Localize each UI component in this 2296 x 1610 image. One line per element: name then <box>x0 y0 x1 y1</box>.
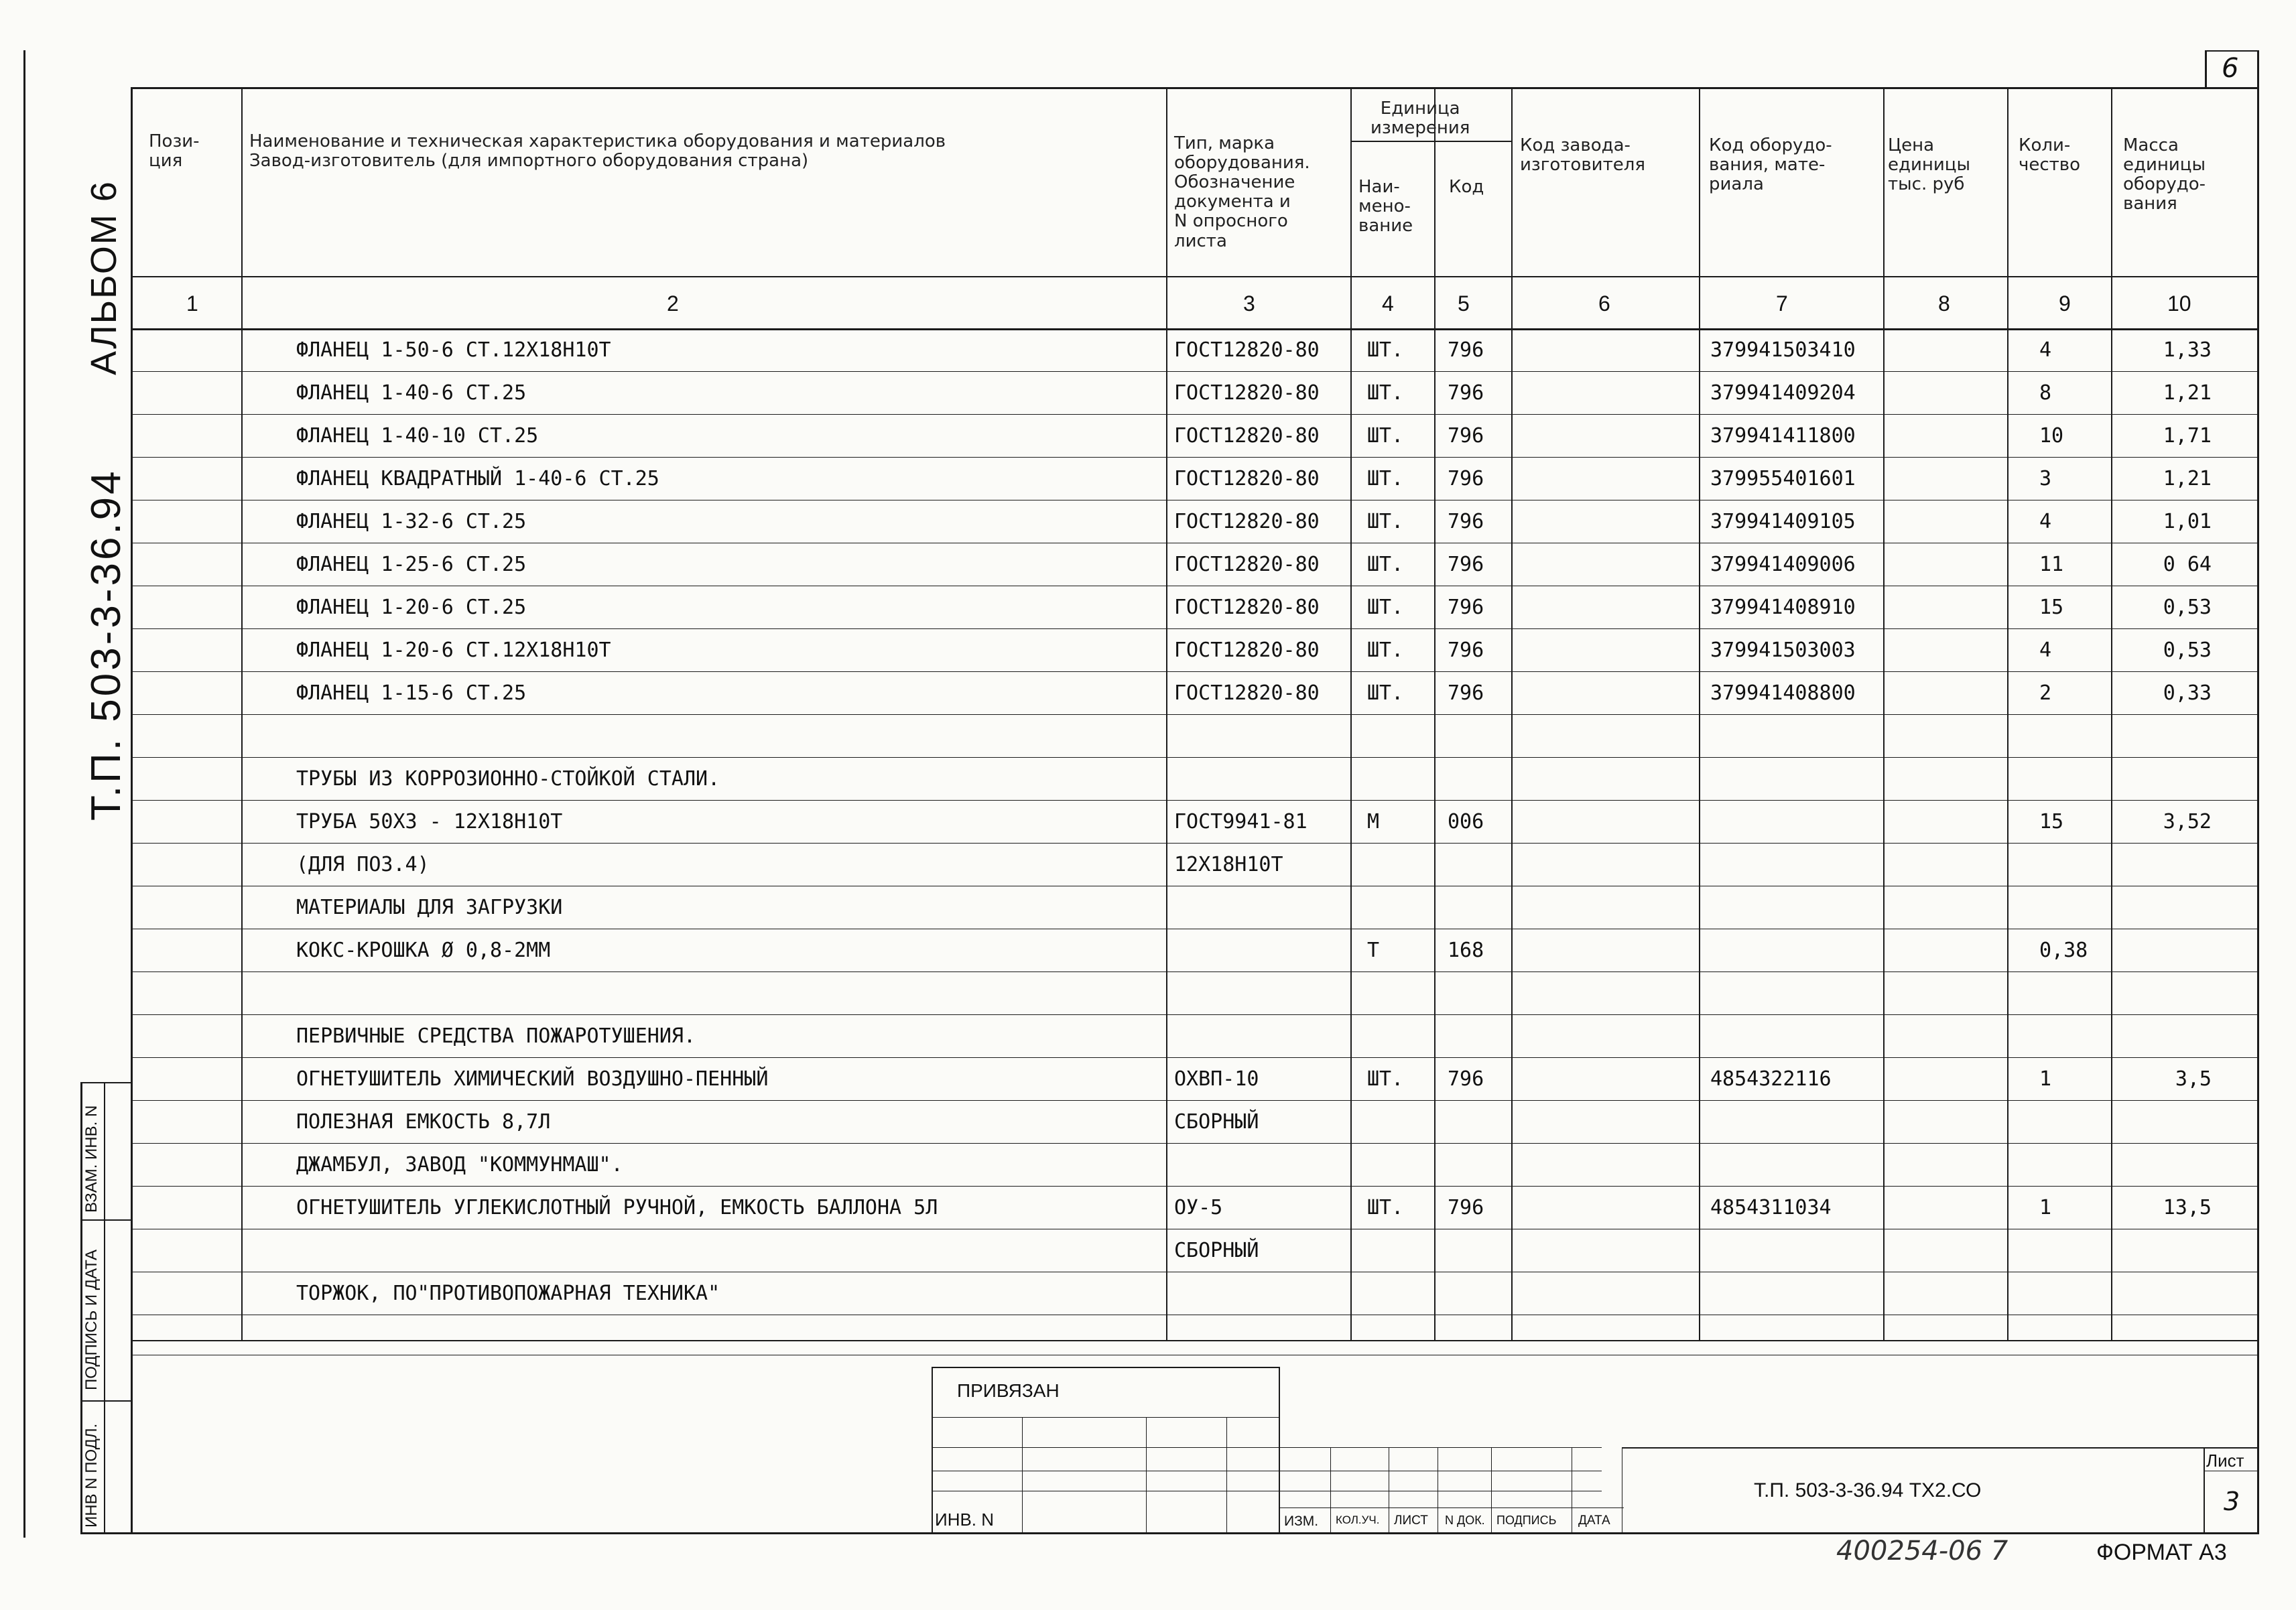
row-equip-code: 379941408800 <box>1710 681 1856 705</box>
row-name: ФЛАНЕЦ 1-50-6 СТ.12Х18Н10Т <box>296 338 611 362</box>
row-unit-code: 796 <box>1448 467 1484 490</box>
row-unit-code: 168 <box>1448 939 1484 962</box>
col7-header-line1: Код оборудо- <box>1709 135 1832 155</box>
col3-header-line1: Тип, марка <box>1174 133 1275 153</box>
row-name: (ДЛЯ ПОЗ.4) <box>296 853 430 876</box>
row-qty: 15 <box>2039 596 2064 619</box>
row-type: ГОСТ12820-80 <box>1174 639 1320 662</box>
col4-header-line3: вание <box>1358 216 1413 237</box>
row-unit: ШТ. <box>1367 381 1404 405</box>
sheet-number: 3 <box>2224 1487 2240 1516</box>
row-type: 12Х18Н10Т <box>1174 853 1283 876</box>
row-name: МАТЕРИАЛЫ ДЛЯ ЗАГРУЗКИ <box>296 896 563 919</box>
col3-header-line4: документа и <box>1174 192 1291 212</box>
row-mass: 1,21 <box>2163 381 2212 405</box>
row-mass: 0,33 <box>2163 681 2212 705</box>
row-mass: 1,01 <box>2163 510 2212 533</box>
privyazan-label: ПРИВЯЗАН <box>957 1380 1060 1401</box>
col3-header-line2: оборудования. <box>1174 153 1310 174</box>
col8-header-line1: Цена <box>1888 135 1935 155</box>
row-qty: 0,38 <box>2039 939 2088 962</box>
col9-header-line2: чество <box>2019 155 2081 176</box>
row-equip-code: 379941411800 <box>1710 424 1856 448</box>
row-unit-code: 796 <box>1448 338 1484 362</box>
col8-header-line3: тыс. руб <box>1888 174 1965 195</box>
row-qty: 10 <box>2039 424 2064 448</box>
colnum-7: 7 <box>1776 291 1788 316</box>
col4-header-line2: мено- <box>1358 196 1411 217</box>
unit-group-line1: Единица <box>1380 98 1460 119</box>
row-unit-code: 796 <box>1448 1196 1484 1219</box>
row-mass: 13,5 <box>2163 1196 2212 1219</box>
row-name: ФЛАНЕЦ 1-20-6 СТ.25 <box>296 596 527 619</box>
row-name: ТРУБА 50Х3 - 12Х18Н10Т <box>296 810 563 833</box>
row-equip-code: 379941408910 <box>1710 596 1856 619</box>
col4-header-line1: Наи- <box>1358 177 1400 197</box>
sheet-corner-number: 6 <box>2222 53 2239 84</box>
row-qty: 2 <box>2039 681 2052 705</box>
n-dok-label: N ДОК. <box>1445 1514 1485 1527</box>
row-type: ГОСТ12820-80 <box>1174 381 1320 405</box>
row-unit-code: 796 <box>1448 424 1484 448</box>
row-unit-code: 796 <box>1448 596 1484 619</box>
podpis-label: ПОДПИСЬ <box>1496 1514 1557 1527</box>
row-type: ГОСТ9941-81 <box>1174 810 1308 833</box>
row-mass: 3,5 <box>2175 1067 2212 1091</box>
row-mass: 1,21 <box>2163 467 2212 490</box>
row-equip-code: 4854311034 <box>1710 1196 1832 1219</box>
row-mass: 3,52 <box>2163 810 2212 833</box>
row-equip-code: 379941409204 <box>1710 381 1856 405</box>
format-label: ФОРМАТ А3 <box>2096 1540 2227 1565</box>
col9-header-line1: Коли- <box>2019 135 2071 155</box>
row-unit: ШТ. <box>1367 639 1404 662</box>
row-type: ГОСТ12820-80 <box>1174 338 1320 362</box>
row-equip-code: 4854322116 <box>1710 1067 1832 1091</box>
col3-header-line3: Обозначение <box>1174 172 1295 193</box>
colnum-2: 2 <box>667 291 679 316</box>
row-name: ФЛАНЕЦ 1-40-6 СТ.25 <box>296 381 527 405</box>
colnum-3: 3 <box>1243 291 1255 316</box>
row-unit-code: 796 <box>1448 1067 1484 1091</box>
row-unit-code: 796 <box>1448 553 1484 576</box>
colnum-8: 8 <box>1938 291 1950 316</box>
row-qty: 3 <box>2039 467 2052 490</box>
row-name: ПЕРВИЧНЫЕ СРЕДСТВА ПОЖАРОТУШЕНИЯ. <box>296 1024 696 1048</box>
row-type: ОХВП-10 <box>1174 1067 1259 1091</box>
row-equip-code: 379941503410 <box>1710 338 1856 362</box>
row-qty: 4 <box>2039 338 2052 362</box>
col10-header-line2: единицы <box>2123 155 2206 176</box>
row-mass: 1,71 <box>2163 424 2212 448</box>
stamp-podpis-label: ПОДПИСЬ И ДАТА <box>82 1249 101 1390</box>
row-name: ОГНЕТУШИТЕЛЬ ХИМИЧЕСКИЙ ВОЗДУШНО-ПЕННЫЙ <box>296 1067 769 1091</box>
col3-header-line5: N опросного <box>1174 211 1288 232</box>
col1-header: Пози- ция <box>149 131 200 172</box>
row-equip-code: 379955401601 <box>1710 467 1856 490</box>
col2-header-line1: Наименование и техническая характеристика оборудования и материалов <box>249 131 946 151</box>
row-type: ГОСТ12820-80 <box>1174 424 1320 448</box>
col6-header-line2: изготовителя <box>1520 155 1645 176</box>
row-unit: ШТ. <box>1367 596 1404 619</box>
row-name: ДЖАМБУЛ, ЗАВОД "КОММУНМАШ". <box>296 1153 623 1177</box>
row-unit: ШТ. <box>1367 467 1404 490</box>
row-unit: ШТ. <box>1367 424 1404 448</box>
col10-header-line3: оборудо- <box>2123 174 2206 195</box>
row-qty: 4 <box>2039 510 2052 533</box>
row-unit: ШТ. <box>1367 681 1404 705</box>
colnum-1: 1 <box>186 291 198 316</box>
row-unit-code: 796 <box>1448 681 1484 705</box>
row-type: СБОРНЫЙ <box>1174 1239 1259 1262</box>
row-unit: ШТ. <box>1367 338 1404 362</box>
row-qty: 8 <box>2039 381 2052 405</box>
row-type: ГОСТ12820-80 <box>1174 467 1320 490</box>
row-type: ОУ-5 <box>1174 1196 1223 1219</box>
colnum-10: 10 <box>2167 291 2191 316</box>
row-unit: ШТ. <box>1367 553 1404 576</box>
row-name: ФЛАНЕЦ 1-40-10 СТ.25 <box>296 424 539 448</box>
col7-header-line3: риала <box>1709 174 1764 195</box>
colnum-4: 4 <box>1382 291 1394 316</box>
row-name: ФЛАНЕЦ 1-25-6 СТ.25 <box>296 553 527 576</box>
row-name: ПОЛЕЗНАЯ ЕМКОСТЬ 8,7Л <box>296 1110 551 1134</box>
row-name: ФЛАНЕЦ КВАДРАТНЫЙ 1-40-6 СТ.25 <box>296 467 659 490</box>
row-unit: ШТ. <box>1367 510 1404 533</box>
project-code-vertical: Т.П. 503-3-36.94 <box>83 468 129 821</box>
col10-header-line4: вания <box>2123 194 2177 214</box>
stamp-vzam-label: ВЗАМ. ИНВ. N <box>82 1105 101 1213</box>
row-equip-code: 379941503003 <box>1710 639 1856 662</box>
row-name: ФЛАНЕЦ 1-32-6 СТ.25 <box>296 510 527 533</box>
row-unit: Т <box>1367 939 1380 962</box>
row-name: КОКС-КРОШКА Ø 0,8-2ММ <box>296 939 551 962</box>
album-label: АЛЬБОМ 6 <box>84 180 124 375</box>
row-unit-code: 796 <box>1448 639 1484 662</box>
row-mass: 0 64 <box>2163 553 2212 576</box>
row-type: ГОСТ12820-80 <box>1174 681 1320 705</box>
row-mass: 1,33 <box>2163 338 2212 362</box>
row-type: ГОСТ12820-80 <box>1174 596 1320 619</box>
handwritten-archive-number: 400254-06 7 <box>1836 1536 2008 1566</box>
row-qty: 1 <box>2039 1067 2052 1091</box>
row-unit: ШТ. <box>1367 1067 1404 1091</box>
row-qty: 15 <box>2039 810 2064 833</box>
row-type: ГОСТ12820-80 <box>1174 510 1320 533</box>
col5-header: Код <box>1449 177 1484 197</box>
colnum-6: 6 <box>1598 291 1610 316</box>
col2-header-line2: Завод-изготовитель (для импортного оборудования страна) <box>249 151 809 172</box>
data-label: ДАТА <box>1578 1514 1610 1528</box>
row-type: ГОСТ12820-80 <box>1174 553 1320 576</box>
row-mass: 0,53 <box>2163 596 2212 619</box>
colnum-9: 9 <box>2059 291 2071 316</box>
row-qty: 1 <box>2039 1196 2052 1219</box>
row-unit-code: 796 <box>1448 510 1484 533</box>
row-equip-code: 379941409105 <box>1710 510 1856 533</box>
unit-group-line2: измерения <box>1370 118 1470 139</box>
col6-header-line1: Код завода- <box>1520 135 1631 155</box>
list-label: ЛИСТ <box>1394 1514 1428 1528</box>
col8-header-line2: единицы <box>1888 155 1970 176</box>
row-unit-code: 796 <box>1448 381 1484 405</box>
col3-header-line6: листа <box>1174 230 1227 251</box>
col7-header-line2: вания, мате- <box>1709 155 1826 176</box>
row-name: ТОРЖОК, ПО"ПРОТИВОПОЖАРНАЯ ТЕХНИКА" <box>296 1282 720 1305</box>
row-mass: 0,53 <box>2163 639 2212 662</box>
col10-header-line1: Масса <box>2123 135 2179 155</box>
colnum-5: 5 <box>1458 291 1470 316</box>
row-qty: 4 <box>2039 639 2052 662</box>
row-qty: 11 <box>2039 553 2064 576</box>
row-name: ТРУБЫ ИЗ КОРРОЗИОННО-СТОЙКОЙ СТАЛИ. <box>296 767 720 791</box>
doc-code: Т.П. 503-3-36.94 ТХ2.СО <box>1754 1479 1982 1501</box>
row-name: ОГНЕТУШИТЕЛЬ УГЛЕКИСЛОТНЫЙ РУЧНОЙ, ЕМКОСТЬ БАЛЛОНА 5Л <box>296 1196 938 1219</box>
row-unit: ШТ. <box>1367 1196 1404 1219</box>
row-name: ФЛАНЕЦ 1-20-6 СТ.12Х18Н10Т <box>296 639 611 662</box>
stamp-inv-podl-label: ИНВ N ПОДЛ. <box>82 1423 101 1528</box>
row-equip-code: 379941409006 <box>1710 553 1856 576</box>
row-unit: М <box>1367 810 1380 833</box>
row-name: ФЛАНЕЦ 1-15-6 СТ.25 <box>296 681 527 705</box>
sheet-label: Лист <box>2206 1451 2244 1471</box>
izm-label: ИЗМ. <box>1284 1514 1319 1529</box>
inv-n-label: ИНВ. N <box>935 1510 995 1530</box>
row-type: СБОРНЫЙ <box>1174 1110 1259 1134</box>
kol-uch-label: КОЛ.УЧ. <box>1336 1514 1380 1526</box>
row-unit-code: 006 <box>1448 810 1484 833</box>
